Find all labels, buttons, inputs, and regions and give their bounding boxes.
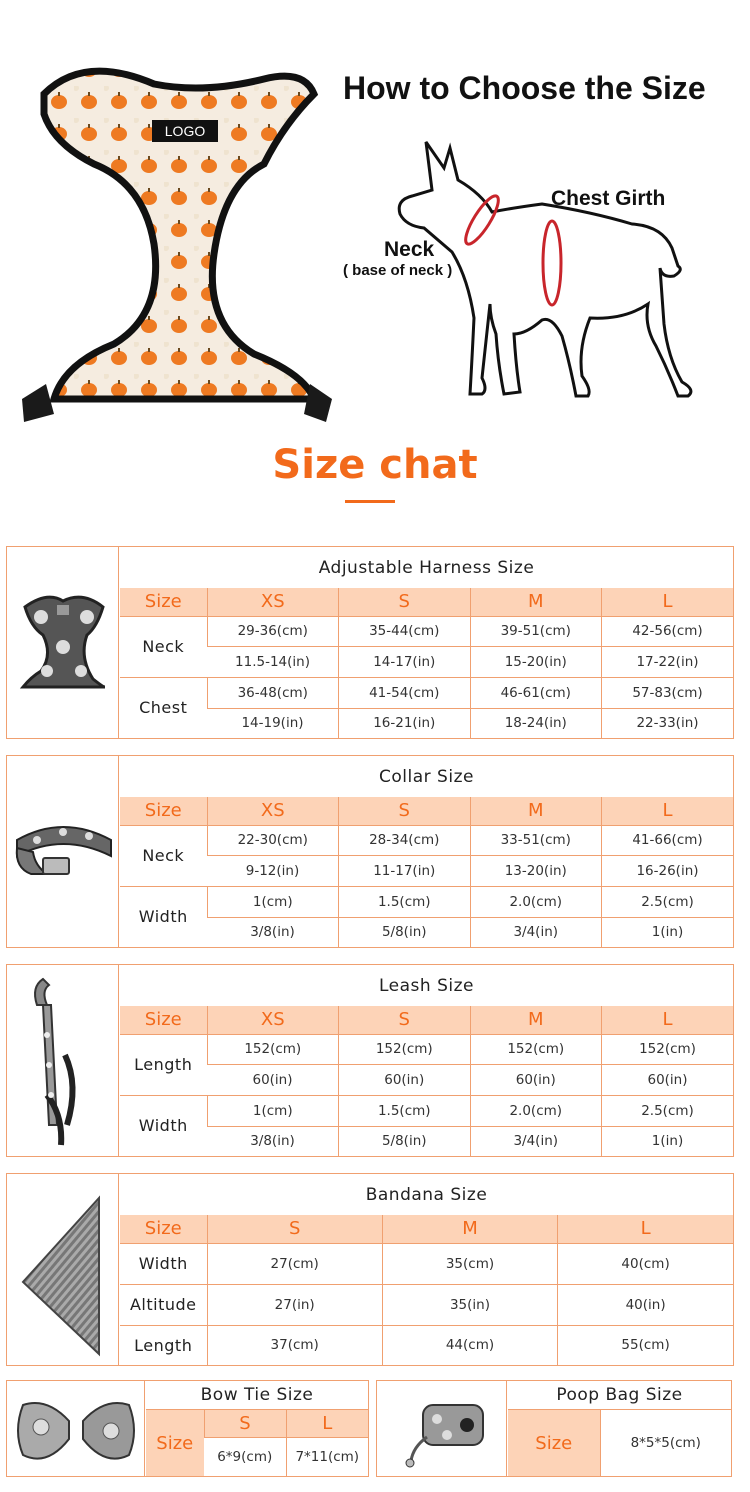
harness-image <box>7 547 119 740</box>
table-cell: 5/8(in) <box>339 917 471 947</box>
table-cell: 33-51(cm) <box>470 825 602 856</box>
table-cell: 7*11(cm) <box>286 1438 368 1477</box>
table-cell: 2.0(cm) <box>470 886 602 917</box>
table-cell: 35(in) <box>382 1284 557 1325</box>
bandana-size-table <box>6 1173 734 1366</box>
size-header: Size <box>120 1006 207 1034</box>
bandana-image <box>7 1174 119 1367</box>
table-cell: 22-33(in) <box>602 708 734 738</box>
size-s: S <box>207 1215 382 1243</box>
size-s: S <box>339 797 471 825</box>
collar-thumbnail <box>7 756 119 947</box>
table-cell: 41-66(cm) <box>602 825 734 856</box>
table-cell: 18-24(in) <box>470 708 602 738</box>
size-xs: XS <box>207 588 339 616</box>
table-cell: 60(in) <box>602 1065 734 1096</box>
size-header: Size <box>508 1410 600 1477</box>
table-cell: 16-21(in) <box>339 708 471 738</box>
row-label-neck: Neck <box>120 616 207 677</box>
table-cell: 40(in) <box>558 1284 733 1325</box>
harness-size-table <box>6 546 734 739</box>
bowtie-table-title: Bow Tie Size <box>200 1385 314 1405</box>
table-cell: 60(in) <box>207 1065 339 1096</box>
table-cell: 46-61(cm) <box>470 677 602 708</box>
table-cell: 28-34(cm) <box>339 825 471 856</box>
table-cell: 152(cm) <box>602 1034 734 1065</box>
table-cell: 29-36(cm) <box>207 616 339 647</box>
table-cell: 152(cm) <box>339 1034 471 1065</box>
row-label-width: Width <box>120 1095 207 1156</box>
table-cell: 6*9(cm) <box>204 1438 286 1477</box>
table-cell: 37(cm) <box>207 1325 382 1365</box>
poopbag-size-box <box>376 1380 732 1477</box>
leash-size-table <box>6 964 734 1157</box>
leash-table-title: Leash Size <box>379 976 474 996</box>
table-cell: 3/8(in) <box>207 917 339 947</box>
poopbag-image <box>377 1381 507 1476</box>
leash-thumbnail <box>7 965 119 1156</box>
table-cell: 8*5*5(cm) <box>600 1410 731 1477</box>
table-cell: 27(in) <box>207 1284 382 1325</box>
heading-underline <box>345 500 395 503</box>
size-l: L <box>602 588 734 616</box>
table-cell: 22-30(cm) <box>207 825 339 856</box>
size-m: M <box>470 797 602 825</box>
row-label-width: Width <box>120 886 207 947</box>
size-m: M <box>470 588 602 616</box>
size-m: M <box>470 1006 602 1034</box>
poopbag-thumbnail <box>377 1381 507 1476</box>
table-cell: 42-56(cm) <box>602 616 734 647</box>
table-cell: 2.0(cm) <box>470 1095 602 1126</box>
leash-image <box>7 965 119 1158</box>
table-cell: 14-19(in) <box>207 708 339 738</box>
pumpkin-harness-image <box>14 54 334 429</box>
row-label-altitude: Altitude <box>120 1284 207 1325</box>
table-cell: 5/8(in) <box>339 1126 471 1156</box>
table-cell: 35(cm) <box>382 1243 557 1284</box>
chest-girth-label: Chest Girth <box>551 187 666 210</box>
table-cell: 57-83(cm) <box>602 677 734 708</box>
row-label-length: Length <box>120 1034 207 1095</box>
bowtie-size-box <box>6 1380 369 1477</box>
table-cell: 60(in) <box>339 1065 471 1096</box>
table-cell: 35-44(cm) <box>339 616 471 647</box>
row-label-length: Length <box>120 1325 207 1365</box>
table-cell: 36-48(cm) <box>207 677 339 708</box>
size-s: S <box>339 1006 471 1034</box>
size-header: Size <box>120 588 207 616</box>
size-m: M <box>382 1215 557 1243</box>
table-cell: 15-20(in) <box>470 647 602 678</box>
size-guide-hero <box>0 0 750 440</box>
table-cell: 3/4(in) <box>470 917 602 947</box>
table-cell: 41-54(cm) <box>339 677 471 708</box>
size-s: S <box>204 1410 286 1438</box>
table-cell: 1.5(cm) <box>339 1095 471 1126</box>
size-l: L <box>602 1006 734 1034</box>
table-cell: 11-17(in) <box>339 856 471 887</box>
collar-image <box>7 756 119 949</box>
neck-sub-label: ( base of neck ) <box>343 262 453 279</box>
collar-table-title: Collar Size <box>379 767 474 787</box>
size-l: L <box>602 797 734 825</box>
size-l: L <box>558 1215 733 1243</box>
table-cell: 2.5(cm) <box>602 886 734 917</box>
how-to-choose-title: How to Choose the Size <box>343 70 706 106</box>
table-cell: 1(in) <box>602 917 734 947</box>
table-cell: 14-17(in) <box>339 647 471 678</box>
table-cell: 40(cm) <box>558 1243 733 1284</box>
svg-text:LOGO: LOGO <box>164 123 206 139</box>
bowtie-image <box>7 1381 145 1476</box>
size-xs: XS <box>207 797 339 825</box>
row-label-width: Width <box>120 1243 207 1284</box>
collar-size-table <box>6 755 734 948</box>
harness-thumbnail <box>7 547 119 738</box>
size-header: Size <box>146 1410 204 1477</box>
size-header: Size <box>120 797 207 825</box>
neck-label: Neck <box>384 238 435 261</box>
table-cell: 17-22(in) <box>602 647 734 678</box>
table-cell: 60(in) <box>470 1065 602 1096</box>
table-cell: 3/4(in) <box>470 1126 602 1156</box>
bandana-table-title: Bandana Size <box>365 1185 488 1205</box>
table-cell: 44(cm) <box>382 1325 557 1365</box>
table-cell: 39-51(cm) <box>470 616 602 647</box>
table-cell: 55(cm) <box>558 1325 733 1365</box>
row-label-neck: Neck <box>120 825 207 886</box>
table-cell: 152(cm) <box>470 1034 602 1065</box>
table-cell: 1(cm) <box>207 886 339 917</box>
size-s: S <box>339 588 471 616</box>
table-cell: 1.5(cm) <box>339 886 471 917</box>
poopbag-table-title: Poop Bag Size <box>556 1385 683 1405</box>
table-cell: 16-26(in) <box>602 856 734 887</box>
size-l: L <box>286 1410 368 1438</box>
table-cell: 3/8(in) <box>207 1126 339 1156</box>
size-chat-heading: Size chat <box>272 442 478 488</box>
bowtie-thumbnail <box>7 1381 145 1476</box>
table-cell: 13-20(in) <box>470 856 602 887</box>
table-cell: 2.5(cm) <box>602 1095 734 1126</box>
table-cell: 27(cm) <box>207 1243 382 1284</box>
table-cell: 1(in) <box>602 1126 734 1156</box>
table-cell: 1(cm) <box>207 1095 339 1126</box>
table-cell: 152(cm) <box>207 1034 339 1065</box>
table-cell: 11.5-14(in) <box>207 647 339 678</box>
table-cell: 9-12(in) <box>207 856 339 887</box>
size-xs: XS <box>207 1006 339 1034</box>
bandana-thumbnail <box>7 1174 119 1365</box>
size-header: Size <box>120 1215 207 1243</box>
harness-table-title: Adjustable Harness Size <box>318 558 535 578</box>
row-label-chest: Chest <box>120 677 207 738</box>
